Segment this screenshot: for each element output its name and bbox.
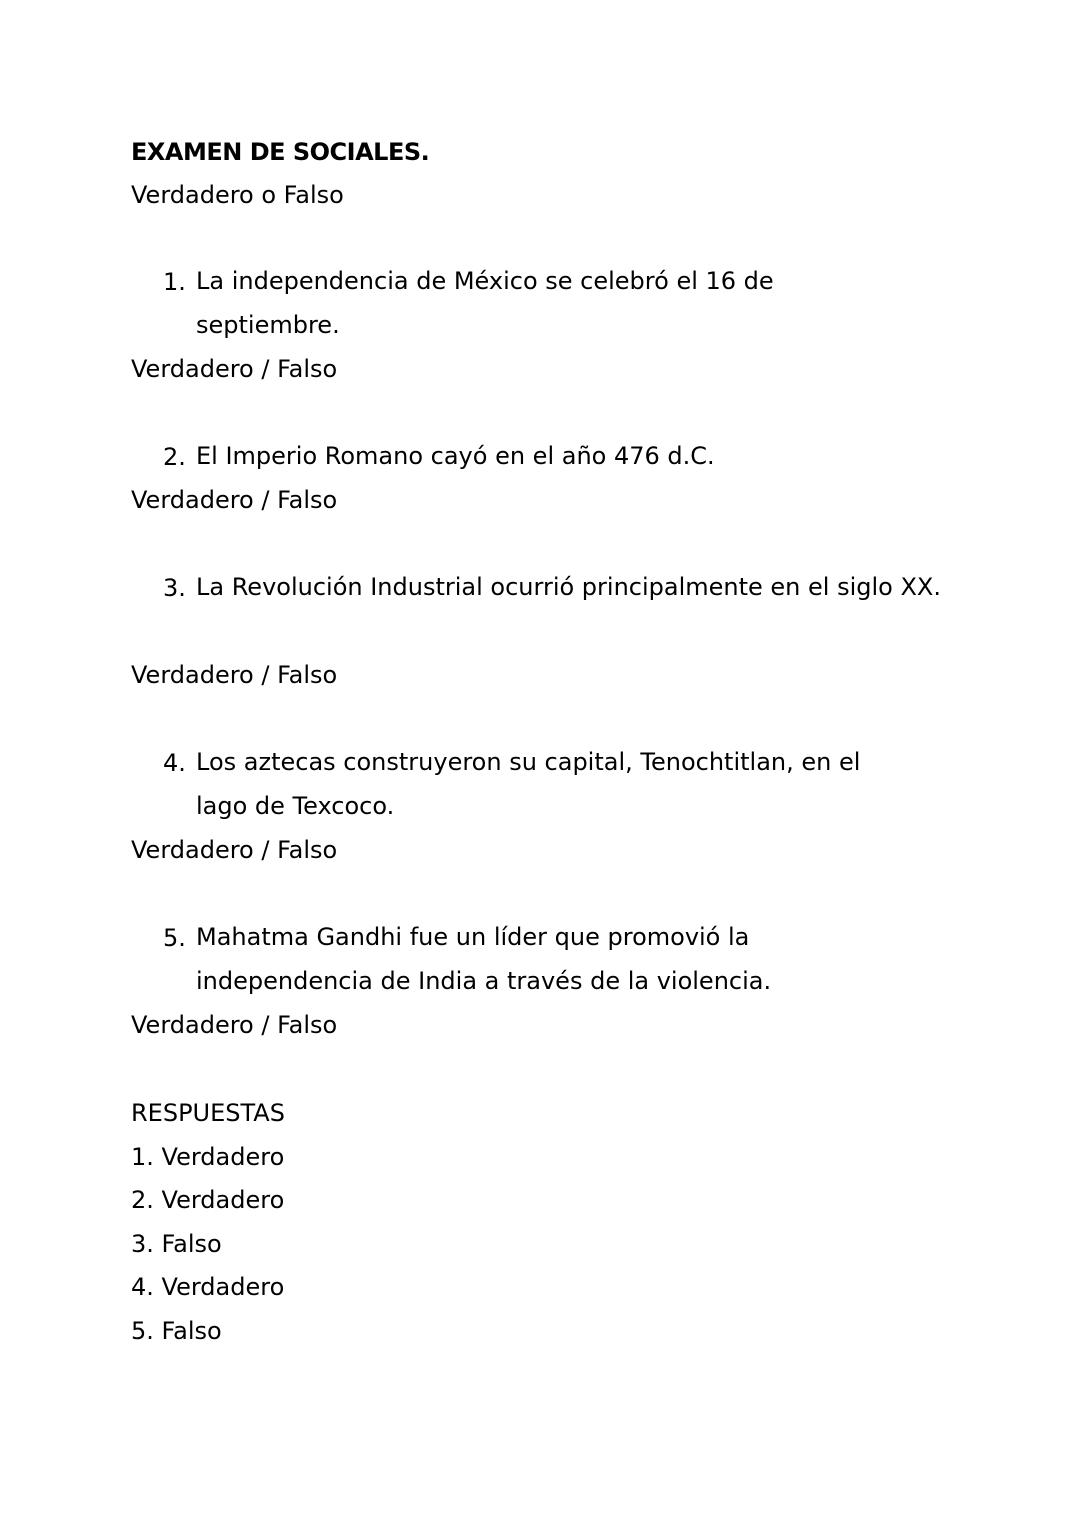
question-number: 4.	[163, 749, 186, 777]
answer-item: 1. Verdadero	[131, 1143, 285, 1171]
answers-heading: RESPUESTAS	[131, 1099, 285, 1127]
answer-item: 2. Verdadero	[131, 1186, 285, 1214]
question-text: La Revolución Industrial ocurrió principalmente en el siglo XX.	[196, 573, 941, 601]
exam-title: EXAMEN DE SOCIALES.	[131, 138, 430, 166]
true-false-options: Verdadero / Falso	[131, 836, 338, 864]
question-text: Mahatma Gandhi fue un líder que promovió la independencia de India a través de la violencia.	[196, 923, 772, 995]
true-false-options: Verdadero / Falso	[131, 1011, 338, 1039]
answer-item: 4. Verdadero	[131, 1273, 285, 1301]
question-number: 1.	[163, 268, 186, 296]
question-number: 5.	[163, 924, 186, 952]
exam-instructions: Verdadero o Falso	[131, 181, 344, 209]
question-number: 2.	[163, 443, 186, 471]
true-false-options: Verdadero / Falso	[131, 661, 338, 689]
question-number: 3.	[163, 574, 186, 602]
question-text: La independencia de México se celebró el 16 de septiembre.	[196, 267, 774, 339]
answer-item: 3. Falso	[131, 1230, 222, 1258]
question-text: El Imperio Romano cayó en el año 476 d.C.	[196, 442, 715, 470]
answer-item: 5. Falso	[131, 1317, 222, 1345]
question-text: Los aztecas construyeron su capital, Tenochtitlan, en el lago de Texcoco.	[196, 748, 861, 820]
true-false-options: Verdadero / Falso	[131, 486, 338, 514]
true-false-options: Verdadero / Falso	[131, 355, 338, 383]
